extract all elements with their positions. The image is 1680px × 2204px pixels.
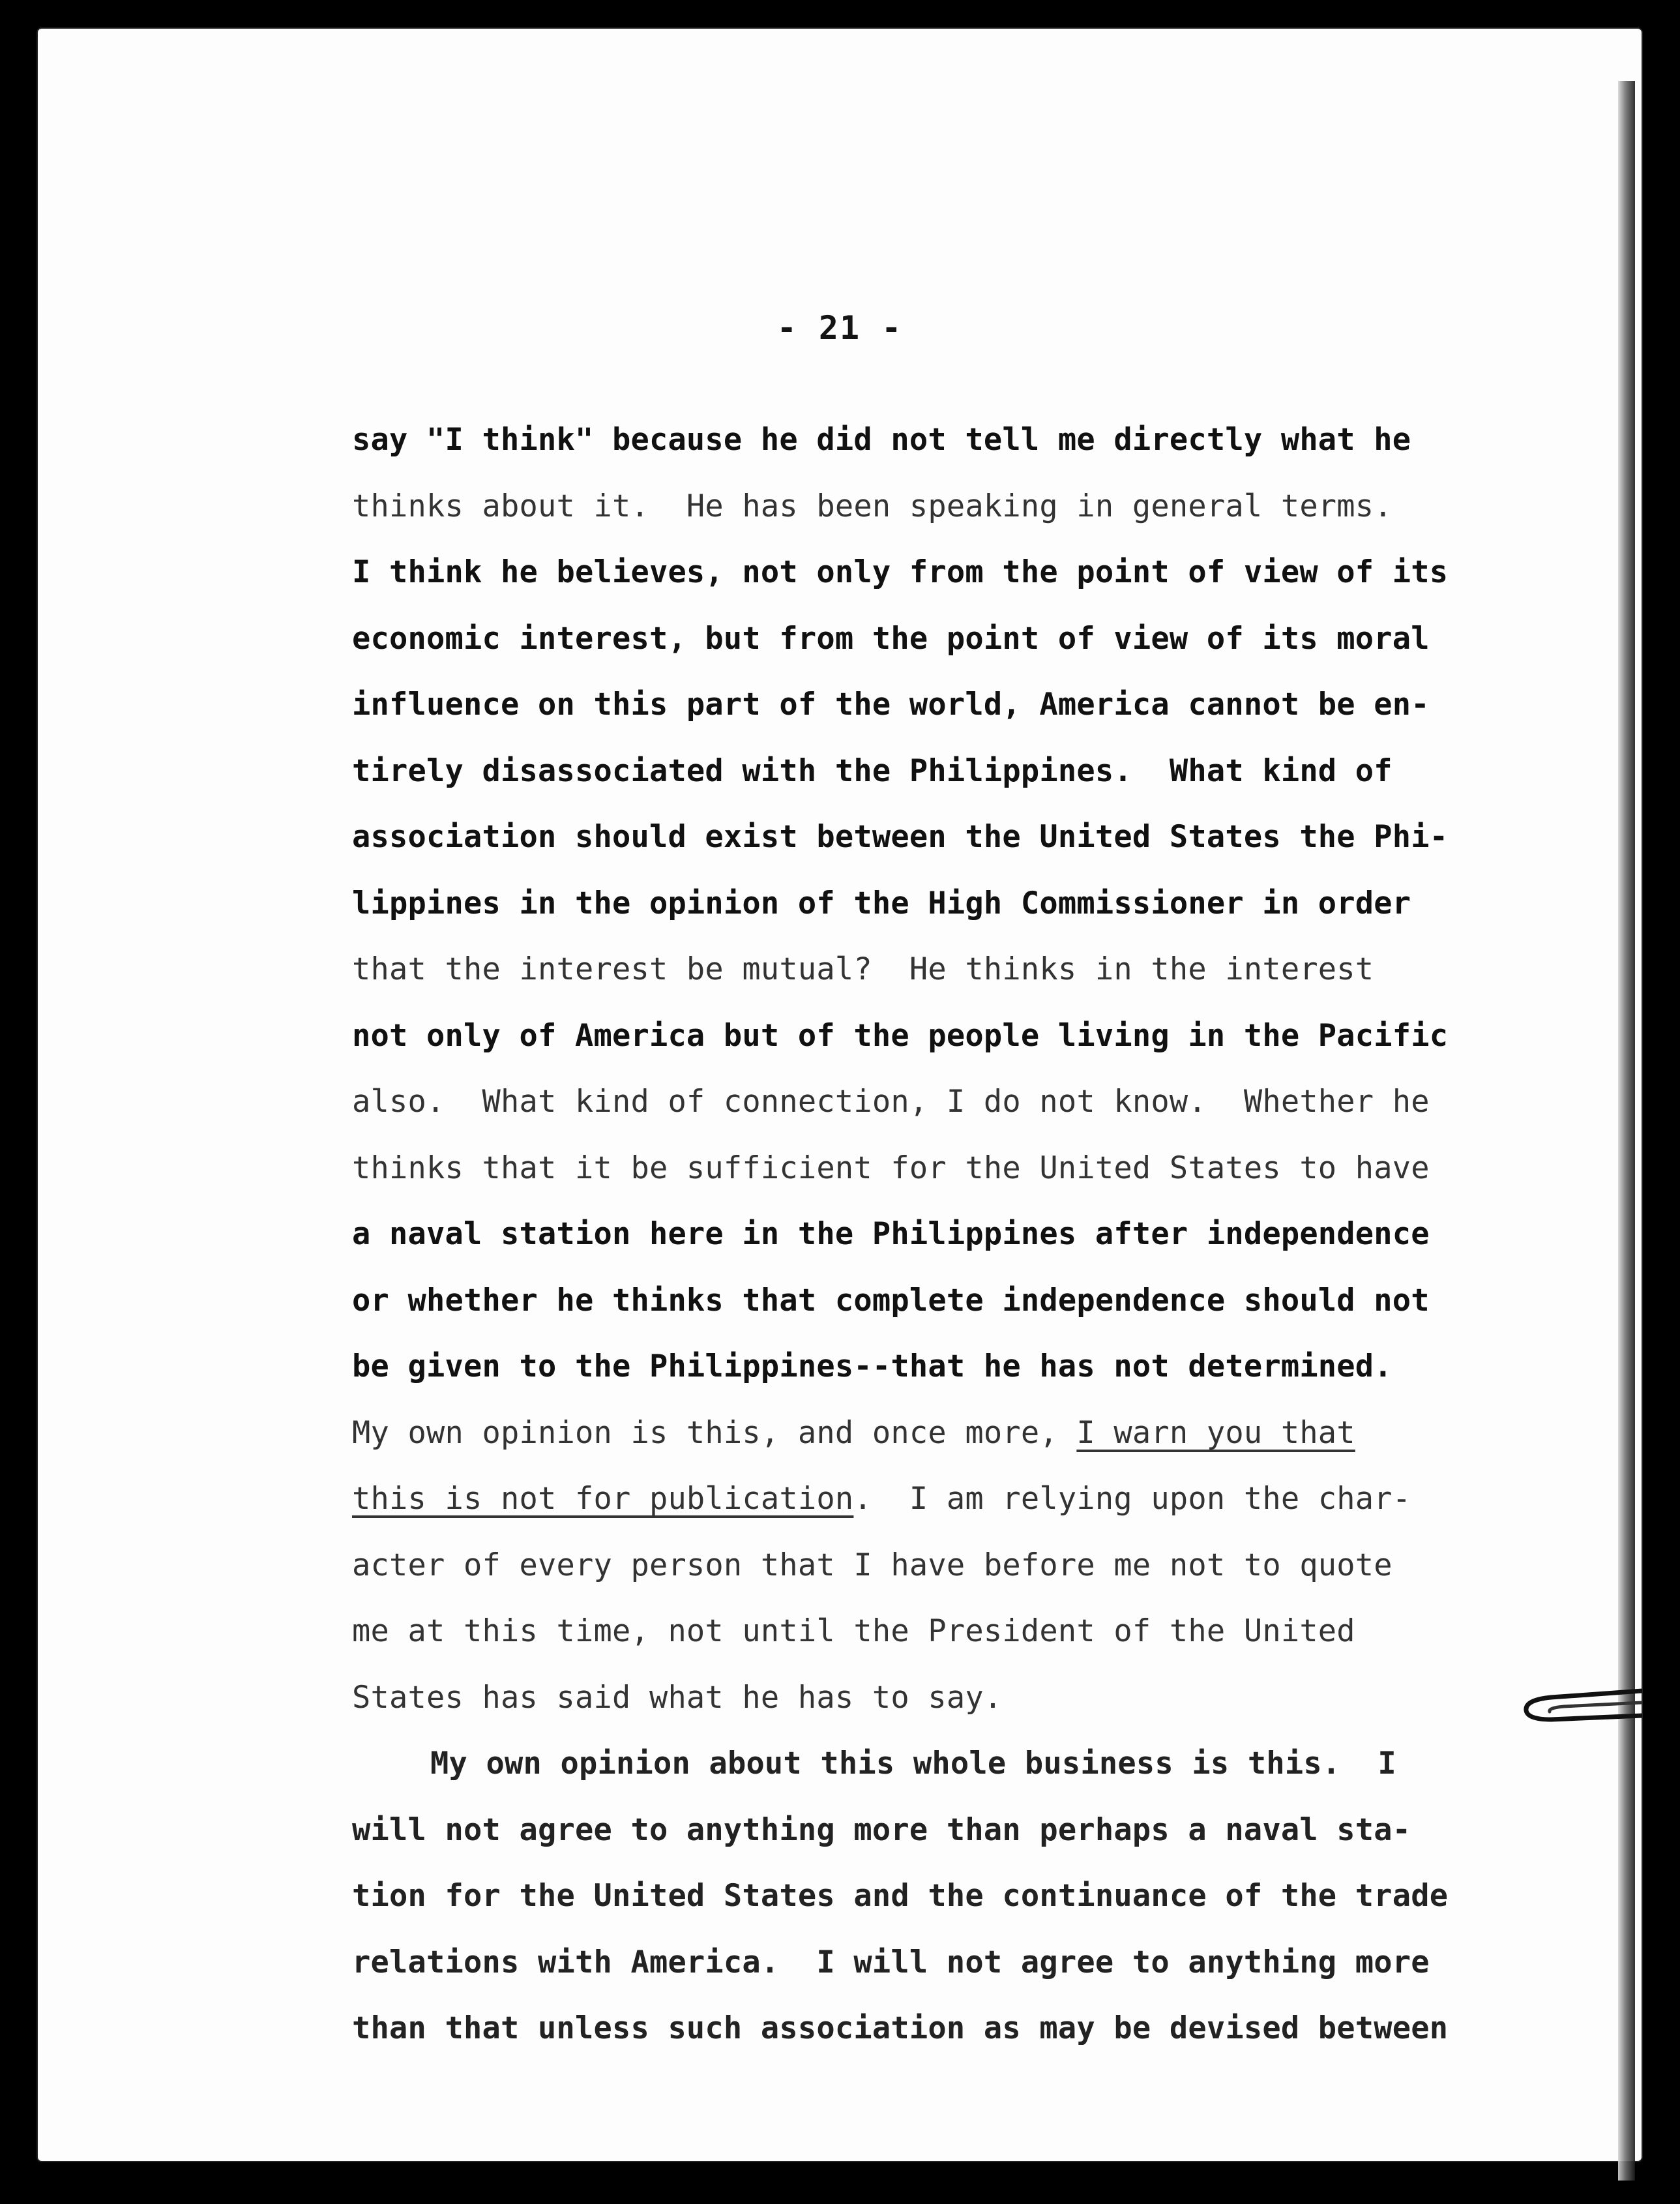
document-page [38,29,1642,2161]
paragraph1-line19: me at this time, not until the President of the United [352,1613,1355,1649]
paragraph1-line18: acter of every person that I have before me not to quote [352,1547,1393,1583]
paragraph1-line13: a naval station here in the Philippines after independence [352,1216,1430,1252]
paragraph1-line15: be given to the Philippines--that he has not determined. [352,1348,1393,1384]
paragraph2-line4: relations with America. I will not agree to anything more [352,1944,1430,1980]
paragraph1-line9: that the interest be mutual? He thinks in the interest [352,951,1374,987]
paragraph1-line10: not only of America but of the people living in the Pacific [352,1017,1449,1054]
body-text [352,407,1539,2062]
page-edge-shadow [1618,81,1635,2181]
paragraph1-line5: influence on this part of the world, America cannot be en- [352,687,1430,722]
paragraph1-line6: tirely disassociated with the Philippines. What kind of [352,752,1393,789]
paragraph1-line4: economic interest, but from the point of view of its moral [352,620,1430,657]
paragraph1-line11: also. What kind of connection, I do not know. Whether he [352,1084,1430,1120]
paragraph2-line3: tion for the United States and the continuance of the trade [352,1878,1449,1914]
paragraph1-line16 [352,1400,1539,1467]
paragraph1-line8: lippines in the opinion of the High Commissioner in order [352,885,1411,921]
paragraph1-line12: thinks that it be sufficient for the United States to have [352,1150,1430,1186]
paragraph1-line3: I think he believes, not only from the point of view of its [352,554,1449,590]
paragraph1-line7: association should exist between the United States the Phi- [352,819,1449,855]
paragraph1-line17 [352,1466,1539,1532]
line16-text: My own opinion is this, and once more, [352,1414,1077,1451]
underlined-warning-part1: I warn you that [1076,1414,1355,1451]
underlined-warning-part2: this is not for publication [352,1481,854,1517]
paragraph2-line1: My own opinion about this whole business is this. I [430,1746,1396,1781]
page-number: - 21 - [776,309,903,347]
paragraph2-line5: than that unless such association as may be devised between [352,2010,1449,2046]
paragraph1-line20: States has said what he has to say. [352,1679,1003,1716]
paragraph1-line14: or whether he thinks that complete independence should not [352,1282,1430,1318]
paragraph1-line1: say "I think" because he did not tell me directly what he [352,422,1411,458]
paragraph2-line2: will not agree to anything more than perhaps a naval sta- [352,1811,1411,1848]
paragraph1-line2: thinks about it. He has been speaking in general terms. [352,488,1393,524]
line17-text: . I am relying upon the char- [853,1481,1411,1517]
paperclip-icon [1512,1679,1642,1731]
